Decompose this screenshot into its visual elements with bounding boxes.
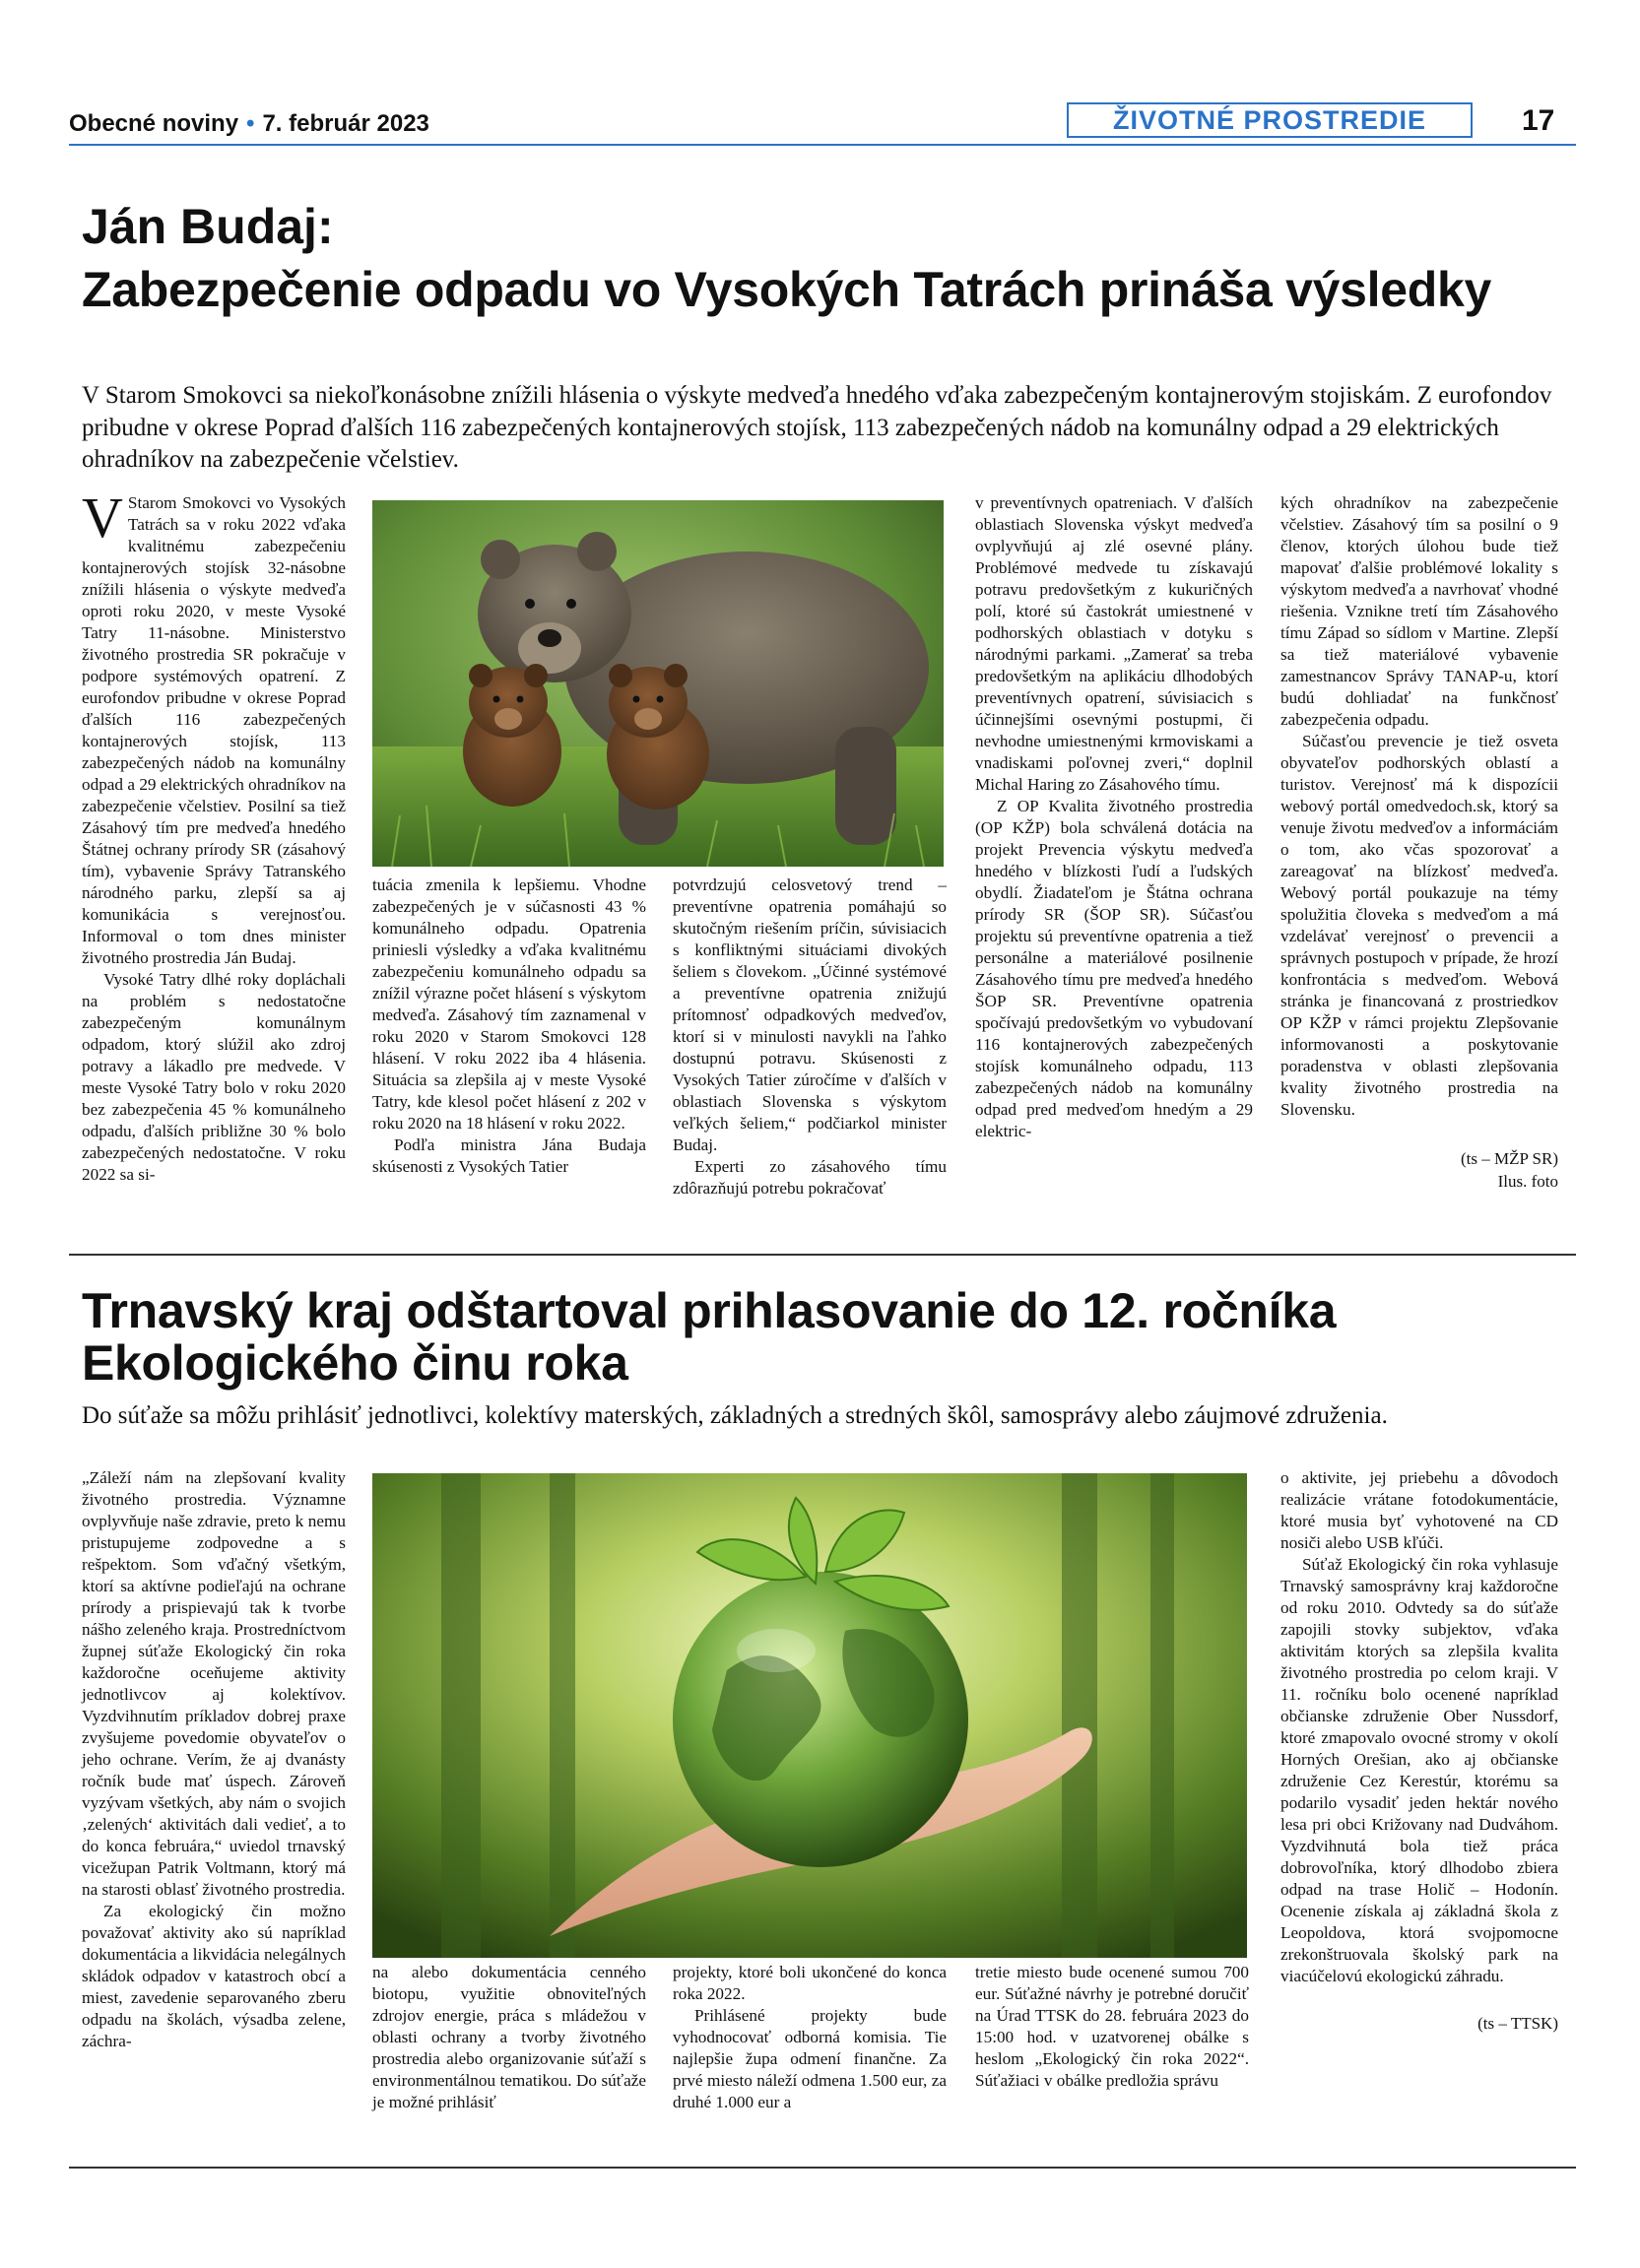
- article1-lede: V Starom Smokovci sa niekoľkonásobne znížili hlásenia o výskyte medveďa hnedého vďaka zabezpečeným kontajnerovým stojiskám. Z eurofondov pribudne v okrese Poprad ďalších 116 zabezpečených kontajnerových stojísk, 113 zabezpečených nádob na komunálny odpad a 29 elektrických ohradníkov na zabezpečenie včelstiev.: [82, 382, 1552, 473]
- hand-holding-green-globe-photo: [372, 1473, 1247, 1958]
- paragraph: potvrdzujú celosvetový trend – preventívne opatrenia pomáhajú so skutočným riešením príčin, súvisiacich s konfliktnými situáciami divokých šeliem s človekom. „Účinné systémové a preventívne opatrenia znižujú prítomnosť odpadkových medveďov, ktorí si v minulosti navykli na ľahko dostupnú potravu. Skúsenosti z Vysokých Tatier zúročíme v ďalších v oblastiach Slovenska s výskytom veľkých šeliem,“ podčiarkol minister Budaj.: [673, 875, 947, 1155]
- paper-name: Obecné noviny: [69, 110, 239, 137]
- footer-rule: [69, 2167, 1576, 2169]
- article1-column-3: [673, 875, 947, 1199]
- drop-cap: V: [82, 486, 123, 550]
- article1-signature: (ts – MŽP SR): [1460, 1149, 1558, 1169]
- article2-column-2: [372, 1962, 646, 2113]
- paragraph: Vysoké Tatry dlhé roky dopláchali na problém s nedostatočne zabezpečeným komunálnym odpadom, ktorý slúžil ako zdroj potravy a lákadlo pre medvede. V meste Vysoké Tatry bolo v roku 2020 bez zabezpečenia 45 % komunálneho odpadu, ďalších približne 30 % bolo zabezpečených nedostatočne. V roku 2022 sa si-: [82, 970, 346, 1185]
- article2-headline: Trnavský kraj odštartoval prihlasovanie do 12. ročníka Ekologického činu roka: [82, 1283, 1337, 1391]
- article2-lede: Do súťaže sa môžu prihlásiť jednotlivci, kolektívy materských, základných a stredných škôl, samosprávy alebo záujmové združenia.: [82, 1402, 1388, 1429]
- article2-column-5: [1280, 1467, 1558, 2036]
- paragraph: Starom Smokovci vo Vysokých Tatrách sa v roku 2022 vďaka kvalitnému zabezpečeniu kontajnerových stojísk 32-násobne znížili hlásenia o výskyte medveďa oproti roku 2020, v meste Vysoké Tatry 11-násobne. Ministerstvo životného prostredia SR pokračuje v podpore systémových opatrení. Z eurofondov pribudne v okrese Poprad ďalších 116 zabezpečených kontajnerových stojísk, 113 zabezpečených nádob na komunálny odpad a 29 elektrických ohradníkov na zabezpečenie včelstiev. Posilní sa tiež Zásahový tím pre medveďa hnedého Štátnej ochrany prírody SR (zásahový tím), vybavenie Správy Tatranského národného parku, zlepší sa aj komunikácia s verejnosťou. Informoval o tom dnes minister životného prostredia Ján Budaj.: [82, 493, 346, 968]
- article-divider: [69, 1254, 1576, 1256]
- article2-column-1: [82, 1467, 346, 2052]
- article1-column-2: [372, 875, 646, 1178]
- article2-column-4: [975, 1962, 1249, 2092]
- article1-column-1: [82, 486, 346, 1187]
- article2-column-3: [673, 1962, 947, 2113]
- article1-column-5: [1280, 492, 1558, 1194]
- paragraph: Prihlásené projekty bude vyhodnocovať odborná komisia. Tie najlepšie župa odmení finančne. Za prvé miesto náleží odmena 1.500 eur, za druhé 1.000 eur a: [673, 2006, 947, 2112]
- page-number: 17: [1522, 104, 1555, 137]
- paragraph: tuácia zmenila k lepšiemu. Vhodne zabezpečených je v súčasnosti 43 % komunálneho odpadu. Opatrenia priniesli výsledky a vďaka kvalitnému zabezpečeniu komunálneho odpadu sa znížil výrazne počet hlásení s výskytom medveďa. Zásahový tím zaznamenal v roku 2020 v Starom Smokovci 128 hlásení. V roku 2022 iba 4 hlásenia. Situácia sa zlepšila aj v meste Vysoké Tatry, kde klesol počet hlásení z 202 v roku 2020 na 18 hlásení v roku 2022.: [372, 875, 646, 1134]
- section-label: ŽIVOTNÉ PROSTREDIE: [1067, 102, 1473, 138]
- paragraph: o aktivite, jej priebehu a dôvodoch realizácie vrátane fotodokumentácie, ktoré musia byť vyhotovené na CD nosiči alebo USB kľúči.: [1280, 1468, 1558, 1553]
- page-header-paper: [69, 110, 429, 138]
- issue-date: 7. február 2023: [262, 110, 429, 137]
- paragraph: projekty, ktoré boli ukončené do konca roka 2022.: [673, 1963, 947, 2004]
- article1-headline: Zabezpečenie odpadu vo Vysokých Tatrách prináša výsledky: [82, 262, 1491, 317]
- paragraph: „Záleží nám na zlepšovaní kvality životného prostredia. Významne ovplyvňuje naše zdravie, preto k nemu pristupujeme zodpovedne a s rešpektom. Som vďačný všetkým, ktorí sa aktívne podieľajú na ochrane prírody a prispievajú tak k tvorbe nášho zeleného kraja. Prostredníctvom župnej súťaže Ekologický čin roka každoročne oceňujeme aktivity jednotlivcov aj kolektívov. Vyzdvihnutím príkladov dobrej praxe zvyšujeme povedomie obyvateľov o jeho ochrane. Verím, že aj dvanásty ročník bude mať úspech. Zároveň vyzývam všetkých, aby nám o svojich ‚zelených‘ aktivitách dali vedieť, a to do konca februára,“ uviedol trnavský vicežupan Patrik Voltmann, ktorý má na starosti oblasť životného prostredia.: [82, 1468, 346, 1900]
- paragraph: Z OP Kvalita životného prostredia (OP KŽP) bola schválená dotácia na projekt Prevencia výskytu medveďa hnedého v blízkosti ľudí a ľudských obydlí. Žiadateľom je Štátna ochrana prírody SR (ŠOP SR). Súčasťou projektu sú preventívne opatrenia a tiež personálne a materiálové posilnenie Zásahového tímu pre medveďa hnedého ŠOP SR. Preventívne opatrenia spočívajú predovšetkým vo vybudovaní 116 kontajnerových zabezpečených stojísk komunálneho odpadu, 113 zabezpečených nádob na komunálny odpad pred medveďom hnedým a 29 elektric-: [975, 797, 1253, 1141]
- paragraph: na alebo dokumentácia cenného biotopu, využitie obnoviteľných zdrojov energie, práca s mládežou v oblasti ochrany a tvorby životného prostredia alebo organizovanie súťaží s environmentálnou tematikou. Do súťaže je možné prihlásiť: [372, 1963, 646, 2112]
- paragraph: tretie miesto bude ocenené sumou 700 eur. Súťažné návrhy je potrebné doručiť na Úrad TTSK do 28. februára 2023 do 15:00 hod. v uzatvorenej obálke s heslom „Ekologický čin roka 2022“. Súťažiaci v obálke predložia správu: [975, 1963, 1249, 2091]
- header-rule: [69, 144, 1576, 146]
- paragraph: Súčasťou prevencie je tiež osveta obyvateľov podhorských oblastí a turistov. Verejnosť má k dispozícii webový portál omedvedoch.sk, ktorý sa venuje životu medveďov a informáciám o tom, ako včas spozorovať a zareagovať na blízkosť medveďa. Webový portál poukazuje na témy spolužitia človeka s medveďom a má vzdelávať verejnosť o prevencii a správnych postupoch v prípade, že hrozí konfrontácia s medveďom. Webová stránka je financovaná z prostriedkov OP KŽP v rámci projektu Zlepšovanie informovanosti a poskytovanie poradenstva v oblasti zlepšovania kvality životného prostredia na Slovensku.: [1280, 732, 1558, 1120]
- article1-column-4: [975, 492, 1253, 1142]
- paragraph: Za ekologický čin možno považovať aktivity ako sú napríklad dokumentácia a likvidácia nelegálnych skládok odpadov v katastroch obcí a miest, zavedenie separovaného zberu odpadu na školách, výsadba zelene, záchra-: [82, 1902, 346, 2051]
- bear-with-cubs-photo: [372, 500, 944, 867]
- separator-dot-icon: •: [246, 110, 255, 137]
- paragraph: Podľa ministra Jána Budaja skúsenosti z Vysokých Tatier: [372, 1135, 646, 1177]
- paragraph: kých ohradníkov na zabezpečenie včelstiev. Zásahový tím sa posilní o 9 členov, ktorých úlohou bude tiež mapovať ďalšie problémové lokality s výskytom medveďa a navrhovať vhodné riešenia. Vznikne tretí tím Zásahového tímu Západ so sídlom v Martine. Zlepší sa tiež materiálové vybavenie zamestnancov Správy TANAP-u, ktorí budú dohliadať na funkčnosť zabezpečenia odpadu.: [1280, 493, 1558, 730]
- article2-signature: (ts – TTSK): [1477, 2014, 1558, 2034]
- photo-credit: Ilus. foto: [1497, 1172, 1558, 1192]
- paragraph: v preventívnych opatreniach. V ďalších oblastiach Slovenska výskyt medveďa ovplyvňujú aj zlé osevné plány. Problémové medvede tu získavajú potravu predovšetkým z kukuričných polí, ktoré sú častokrát umiestnené v podhorských oblastiach v dotyku s národnými parkami. „Zamerať sa treba predovšetkým na aplikáciu dlhodobých preventívnych opatrení, súvisiacich s účinnejšími osevnými postupmi, či nevhodne umiestnenými krmoviskami a vnadiskami poľovnej zveri,“ doplnil Michal Haring zo Zásahového tímu.: [975, 493, 1253, 795]
- paragraph: Súťaž Ekologický čin roka vyhlasuje Trnavský samosprávny kraj každoročne od roku 2010. Odvtedy sa do súťaže zapojili stovky subjektov, vďaka aktivitám ktorých sa zlepšila kvalita životného prostredia po celom kraji. V 11. ročníku bolo ocenené napríklad občianske združenie Ober Nussdorf, ktoré zmapovalo ovocné stromy v okolí Horných Orešian, ako aj občianske združenie Cez Kerestúr, ktorému sa podarilo vysadiť jeden hektár nového lesa pri obci Križovany nad Dudváhom. Vyzdvihnutá bola tiež práca dobrovoľníka, ktorý dlhodobo zbiera odpad na trase Holič – Hodonín. Ocenenie získala aj základná škola z Leopoldova, ktorá svojpomocne zrekonštruovala školský park na viacúčelovú ekologickú záhradu.: [1280, 1555, 1558, 1986]
- article1-kicker: Ján Budaj:: [82, 199, 334, 254]
- paragraph: Experti zo zásahového tímu zdôrazňujú potrebu pokračovať: [673, 1157, 947, 1199]
